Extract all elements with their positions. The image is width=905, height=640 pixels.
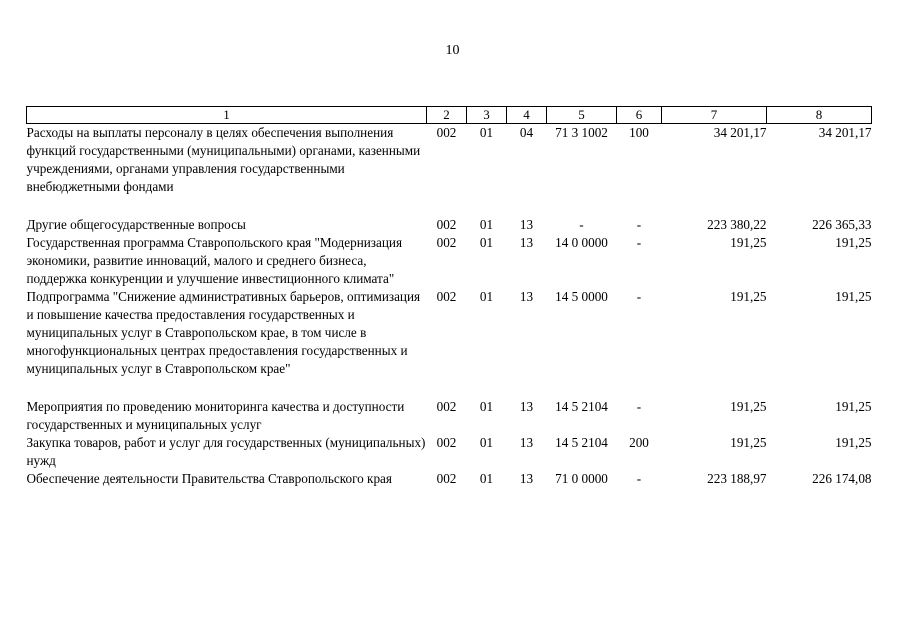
cell-amount-1: 191,25: [730, 235, 767, 250]
cell-ministry: 002: [436, 435, 457, 450]
cell-target-article: 14 5 2104: [555, 399, 608, 414]
row-name: Закупка товаров, работ и услуг для государственных (муниципальных) нужд: [26, 435, 426, 468]
cell-subsection: 13: [519, 399, 534, 414]
table-row: [27, 288, 872, 378]
cell-target-article: -: [579, 217, 584, 232]
column-header: 5: [547, 107, 617, 124]
cell-section: 01: [479, 217, 494, 232]
cell-expense-type: 100: [629, 125, 649, 140]
cell-amount-2: 226 174,08: [812, 471, 872, 486]
cell-amount-2: 191,25: [835, 435, 872, 450]
cell-subsection: 13: [519, 217, 534, 232]
cell-ministry: 002: [436, 471, 457, 486]
cell-amount-1: 191,25: [730, 289, 767, 304]
cell-subsection: 13: [519, 235, 534, 250]
cell-ministry: 002: [436, 125, 457, 140]
cell-ministry: 002: [436, 217, 457, 232]
cell-section: 01: [479, 235, 494, 250]
cell-section: 01: [479, 435, 494, 450]
cell-amount-1: 223 380,22: [707, 217, 767, 232]
row-name: Государственная программа Ставропольского края "Модернизация экономики, развитие инноваций, малого и среднего бизнеса, поддержка конкуренции и улучшение инвестиционного климата": [26, 235, 403, 286]
column-header: 1: [27, 107, 427, 124]
cell-target-article: 14 5 2104: [555, 435, 608, 450]
cell-amount-1: 34 201,17: [713, 125, 767, 140]
cell-amount-1: 223 188,97: [707, 471, 767, 486]
column-header: 8: [767, 107, 872, 124]
cell-subsection: 04: [519, 125, 534, 140]
row-name: Расходы на выплаты персоналу в целях обеспечения выполнения функций государственными (муниципальными) органами, казенными учреждениями, органами управления государственными внебюджетными фондами: [26, 125, 421, 194]
column-header: 4: [507, 107, 547, 124]
table-row: [27, 216, 872, 234]
cell-ministry: 002: [436, 399, 457, 414]
cell-ministry: 002: [436, 289, 457, 304]
row-spacer: [27, 196, 872, 216]
cell-expense-type: -: [636, 289, 642, 304]
table-row: [27, 234, 872, 288]
cell-amount-2: 226 365,33: [812, 217, 872, 232]
cell-target-article: 14 5 0000: [555, 289, 608, 304]
cell-ministry: 002: [436, 235, 457, 250]
cell-amount-1: 191,25: [730, 435, 767, 450]
cell-section: 01: [479, 399, 494, 414]
column-header: 7: [662, 107, 767, 124]
cell-target-article: 14 0 0000: [555, 235, 608, 250]
cell-amount-1: 191,25: [730, 399, 767, 414]
row-name: Мероприятия по проведению мониторинга качества и доступности государственных и муниципальных услуг: [26, 399, 405, 432]
page-number: 10: [445, 43, 460, 58]
table-row: [27, 398, 872, 434]
row-name: Другие общегосударственные вопросы: [26, 217, 246, 232]
table-header-row: [27, 107, 872, 124]
table-row: [27, 434, 872, 470]
row-spacer: [27, 378, 872, 398]
cell-target-article: 71 3 1002: [555, 125, 608, 140]
table-row: [27, 124, 872, 197]
cell-expense-type: 200: [629, 435, 649, 450]
cell-amount-2: 191,25: [835, 399, 872, 414]
column-header: 3: [467, 107, 507, 124]
table-row: [27, 470, 872, 488]
cell-section: 01: [479, 289, 494, 304]
column-header: 6: [617, 107, 662, 124]
cell-amount-2: 191,25: [835, 289, 872, 304]
cell-expense-type: -: [636, 217, 642, 232]
cell-expense-type: -: [636, 235, 642, 250]
row-name: Подпрограмма "Снижение административных барьеров, оптимизация и повышение качества предоставления государственных и муниципальных услуг в Ставропольском крае, в том числе в многофункциональных центрах предоставления государственных и муниципальных услуг в Ставропольском крае": [26, 289, 421, 376]
budget-table: [26, 106, 872, 488]
cell-expense-type: -: [636, 399, 642, 414]
cell-subsection: 13: [519, 435, 534, 450]
column-header: 2: [427, 107, 467, 124]
cell-subsection: 13: [519, 471, 534, 486]
cell-expense-type: -: [636, 471, 642, 486]
cell-section: 01: [479, 471, 494, 486]
cell-section: 01: [479, 125, 494, 140]
cell-subsection: 13: [519, 289, 534, 304]
cell-amount-2: 34 201,17: [818, 125, 872, 140]
cell-amount-2: 191,25: [835, 235, 872, 250]
row-name: Обеспечение деятельности Правительства Ставропольского края: [26, 471, 392, 486]
cell-target-article: 71 0 0000: [555, 471, 608, 486]
